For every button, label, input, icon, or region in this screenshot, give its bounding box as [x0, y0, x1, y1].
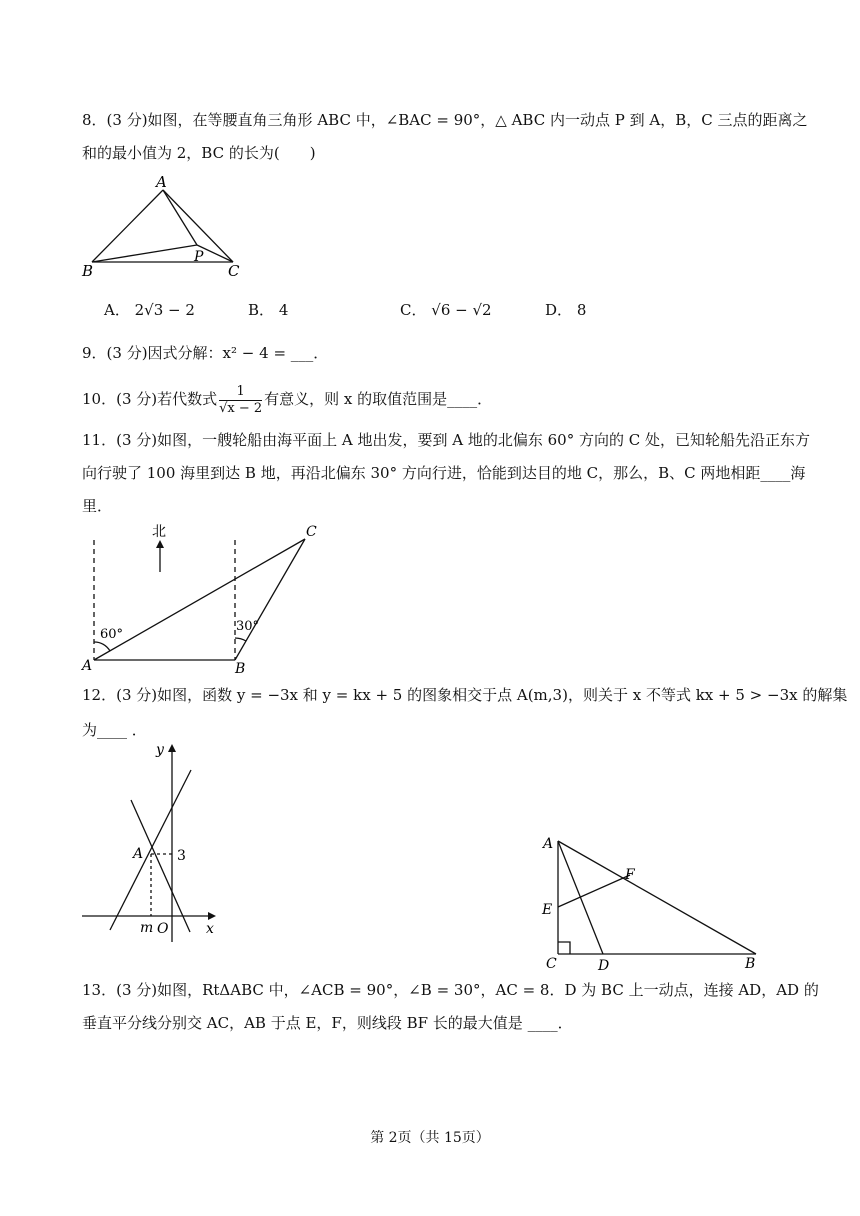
page-footer: 第 2页（共 15页） [370, 1130, 490, 1146]
q11-line-2: 向行驶了 100 海里到达 B 地，再沿北偏东 30° 方向行进，恰能到达目的地 C，那么，B、C 两地相距____海 [82, 464, 806, 482]
q8-option-b: B． 4 [248, 301, 289, 319]
q12-label-3: 3 [177, 848, 186, 864]
q13-label-d: D [598, 958, 610, 972]
q12-graph-figure [78, 740, 228, 945]
q8-label-p: P [194, 249, 204, 265]
q13-label-e: E [542, 902, 553, 918]
q12-label-a: A [133, 846, 144, 862]
q8-option-a: A． 2√3 − 2 [104, 301, 195, 319]
q13-line-2: 垂直平分线分别交 AC，AB 于点 E，F，则线段 BF 长的最大值是 ____． [82, 1014, 573, 1032]
q13-line-1: 13．(3 分)如图，RtΔABC 中，∠ACB = 90°，∠B = 30°，AC = 8．D 为 BC 上一动点，连接 AD，AD 的 [82, 981, 819, 999]
q8-line-1: 8．(3 分)如图，在等腰直角三角形 ABC 中，∠BAC = 90°，△ ABC 内一动点 P 到 A，B，C 三点的距离之 [82, 111, 808, 129]
x-axis-label: x [206, 921, 214, 937]
q11-label-c: C [306, 524, 317, 540]
y-axis-label: y [156, 742, 164, 758]
q13-triangle-figure [538, 832, 768, 972]
q13-label-b: B [745, 956, 756, 972]
q10-line: 10．(3 分)若代数式 $\frac{1}{√x - 2}$ 有意义，则 x 的取值范围是____． [82, 383, 493, 416]
angle-30-label: 30° [236, 619, 260, 634]
q8-option-c: C． √6 − √2 [400, 301, 492, 319]
q8-option-d: D． 8 [545, 301, 587, 319]
q9-line: 9．(3 分)因式分解：x² − 4 = ___． [82, 344, 329, 362]
q12-line-2: 为____ ． [82, 721, 147, 739]
q12-line-1: 12．(3 分)如图，函数 y = −3x 和 y = kx + 5 的图象相交于点 A(m,3)，则关于 x 不等式 kx + 5 > −3x 的解集 [82, 686, 848, 704]
north-label: 北 [152, 524, 166, 540]
q13-label-a: A [543, 836, 554, 852]
q8-label-c: C [228, 262, 240, 280]
q11-label-a: A [82, 658, 93, 674]
q11-label-b: B [235, 661, 246, 676]
q13-label-c: C [546, 956, 557, 972]
q8-line-2: 和的最小值为 2，BC 的长为( ) [82, 144, 316, 162]
q11-navigation-figure [78, 520, 328, 676]
q8-label-a: A [156, 173, 167, 191]
q11-line-1: 11．(3 分)如图，一艘轮船由海平面上 A 地出发，要到 A 地的北偏东 60° 方向的 C 处，已知轮船先沿正东方 [82, 431, 810, 449]
q12-label-m: m [140, 920, 154, 936]
q8-label-b: B [82, 262, 94, 280]
q11-line-3: 里． [82, 497, 113, 515]
q8-triangle-figure [78, 172, 253, 282]
q10-fraction: $\frac{1}{√x - 2}$ [219, 383, 263, 416]
angle-60-label: 60° [100, 627, 124, 642]
q12-label-o: O [157, 921, 169, 937]
q13-label-f: F [625, 867, 635, 883]
